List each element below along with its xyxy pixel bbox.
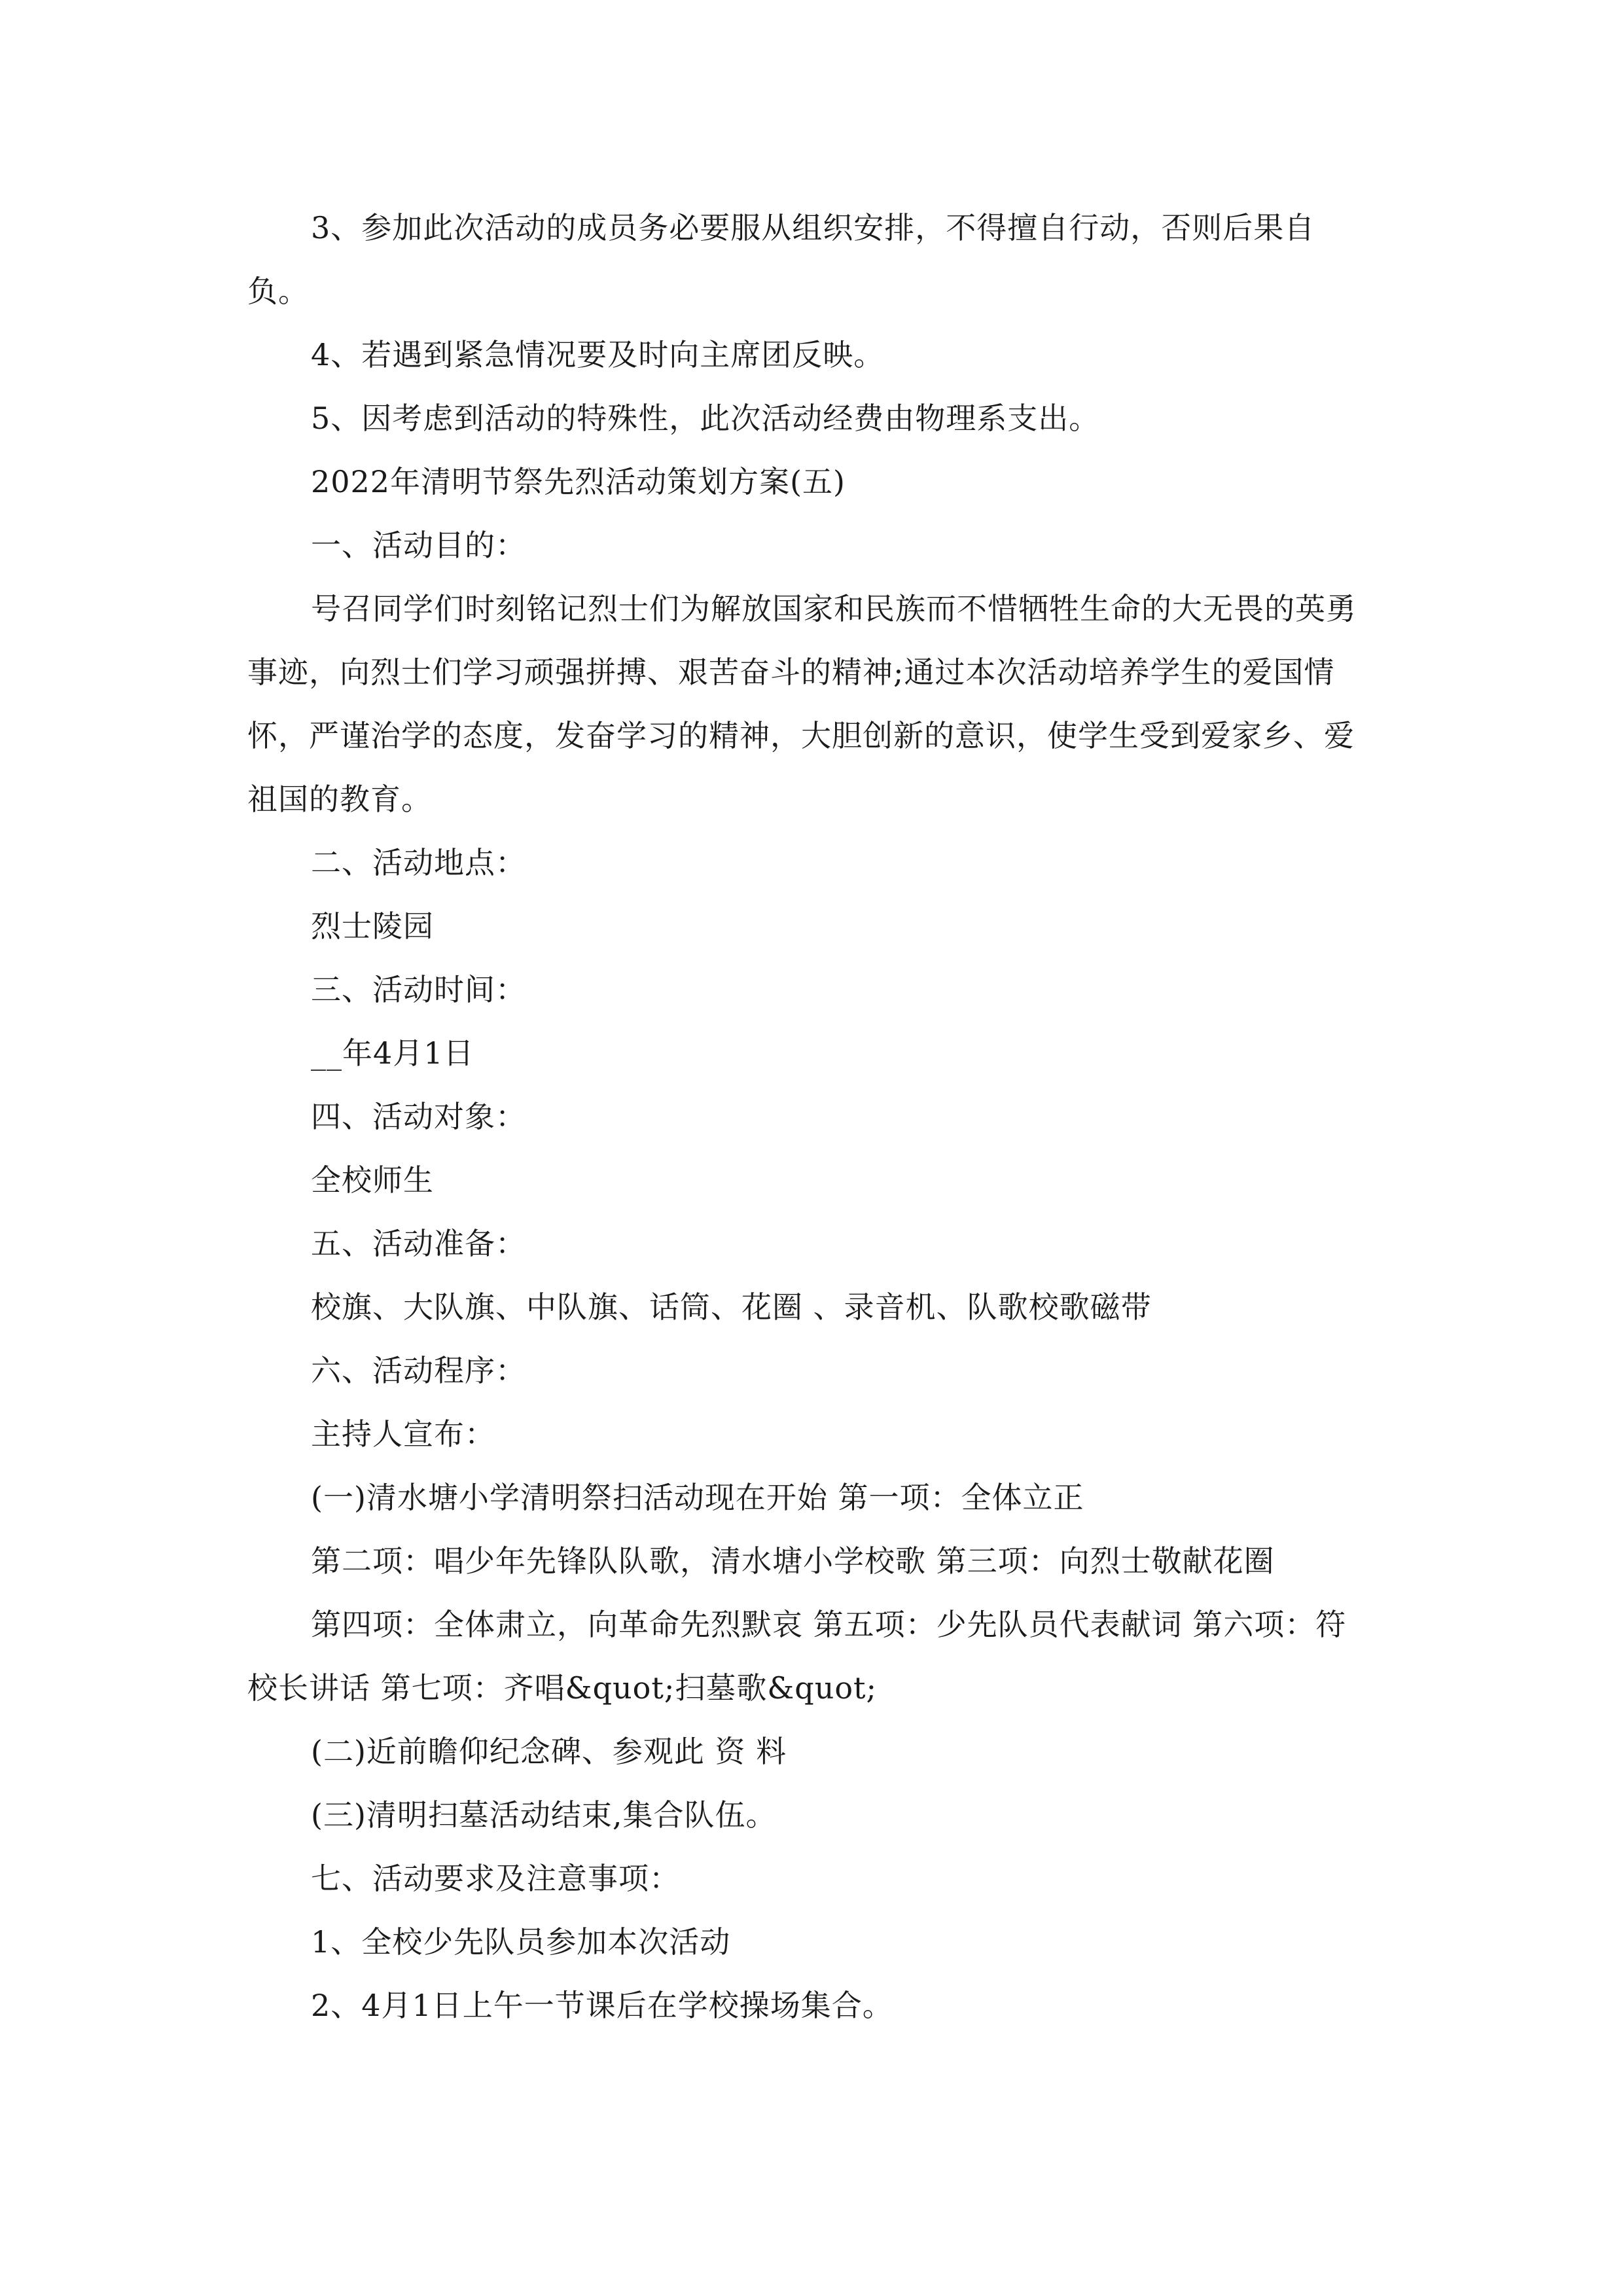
document-body bbox=[247, 196, 1374, 2037]
paragraph-purpose: 号召同学们时刻铭记烈士们为解放国家和民族而不惜牺牲生命的大无畏的英勇事迹，向烈士们学习顽强拼搏、艰苦奋斗的精神;通过本次活动培养学生的爱国情怀，严谨治学的态度，发奋学习的精神，大胆创新的意识，使学生受到爱家乡、爱祖国的教育。 bbox=[247, 591, 1357, 817]
section-title: 2022年清明节祭先烈活动策划方案(五) bbox=[311, 464, 846, 499]
paragraph-time: __年4月1日 bbox=[311, 1035, 474, 1071]
paragraph-audience: 全校师生 bbox=[311, 1162, 434, 1198]
heading-preparation: 五、活动准备： bbox=[311, 1226, 526, 1261]
requirement-item-1: 1、全校少先队员参加本次活动 bbox=[311, 1924, 731, 1960]
paragraph-location: 烈士陵园 bbox=[311, 908, 434, 944]
procedure-items-2-3: 第二项：唱少年先锋队队歌，清水塘小学校歌 第三项：向烈士敬献花圈 bbox=[311, 1543, 1275, 1579]
paragraph-item-4: 4、若遇到紧急情况要及时向主席团反映。 bbox=[311, 337, 885, 372]
requirement-item-2: 2、4月1日上午一节课后在学校操场集合。 bbox=[311, 1988, 893, 2023]
heading-purpose: 一、活动目的： bbox=[311, 528, 526, 563]
paragraph-preparation: 校旗、大队旗、中队旗、话筒、花圈 、录音机、队歌校歌磁带 bbox=[311, 1289, 1152, 1325]
heading-time: 三、活动时间： bbox=[311, 972, 526, 1007]
heading-location: 二、活动地点： bbox=[311, 845, 526, 880]
procedure-step-1: (一)清水塘小学清明祭扫活动现在开始 第一项：全体立正 bbox=[311, 1480, 1084, 1515]
heading-requirements: 七、活动要求及注意事项： bbox=[311, 1861, 680, 1896]
procedure-step-2: (二)近前瞻仰纪念碑、参观此 资 料 bbox=[311, 1734, 787, 1769]
procedure-items-4-7: 第四项：全体肃立，向革命先烈默哀 第五项：少先队员代表献词 第六项：符校长讲话 第七项：齐唱&quot;扫墓歌&quot; bbox=[247, 1607, 1347, 1706]
paragraph-host: 主持人宣布： bbox=[311, 1416, 495, 1452]
paragraph-item-5: 5、因考虑到活动的特殊性，此次活动经费由物理系支出。 bbox=[311, 401, 1100, 436]
heading-procedure: 六、活动程序： bbox=[311, 1353, 526, 1388]
heading-audience: 四、活动对象： bbox=[311, 1099, 526, 1134]
paragraph-item-3: 3、参加此次活动的成员务必要服从组织安排，不得擅自行动，否则后果自负。 bbox=[247, 210, 1315, 309]
procedure-step-3: (三)清明扫墓活动结束,集合队伍。 bbox=[311, 1797, 777, 1833]
